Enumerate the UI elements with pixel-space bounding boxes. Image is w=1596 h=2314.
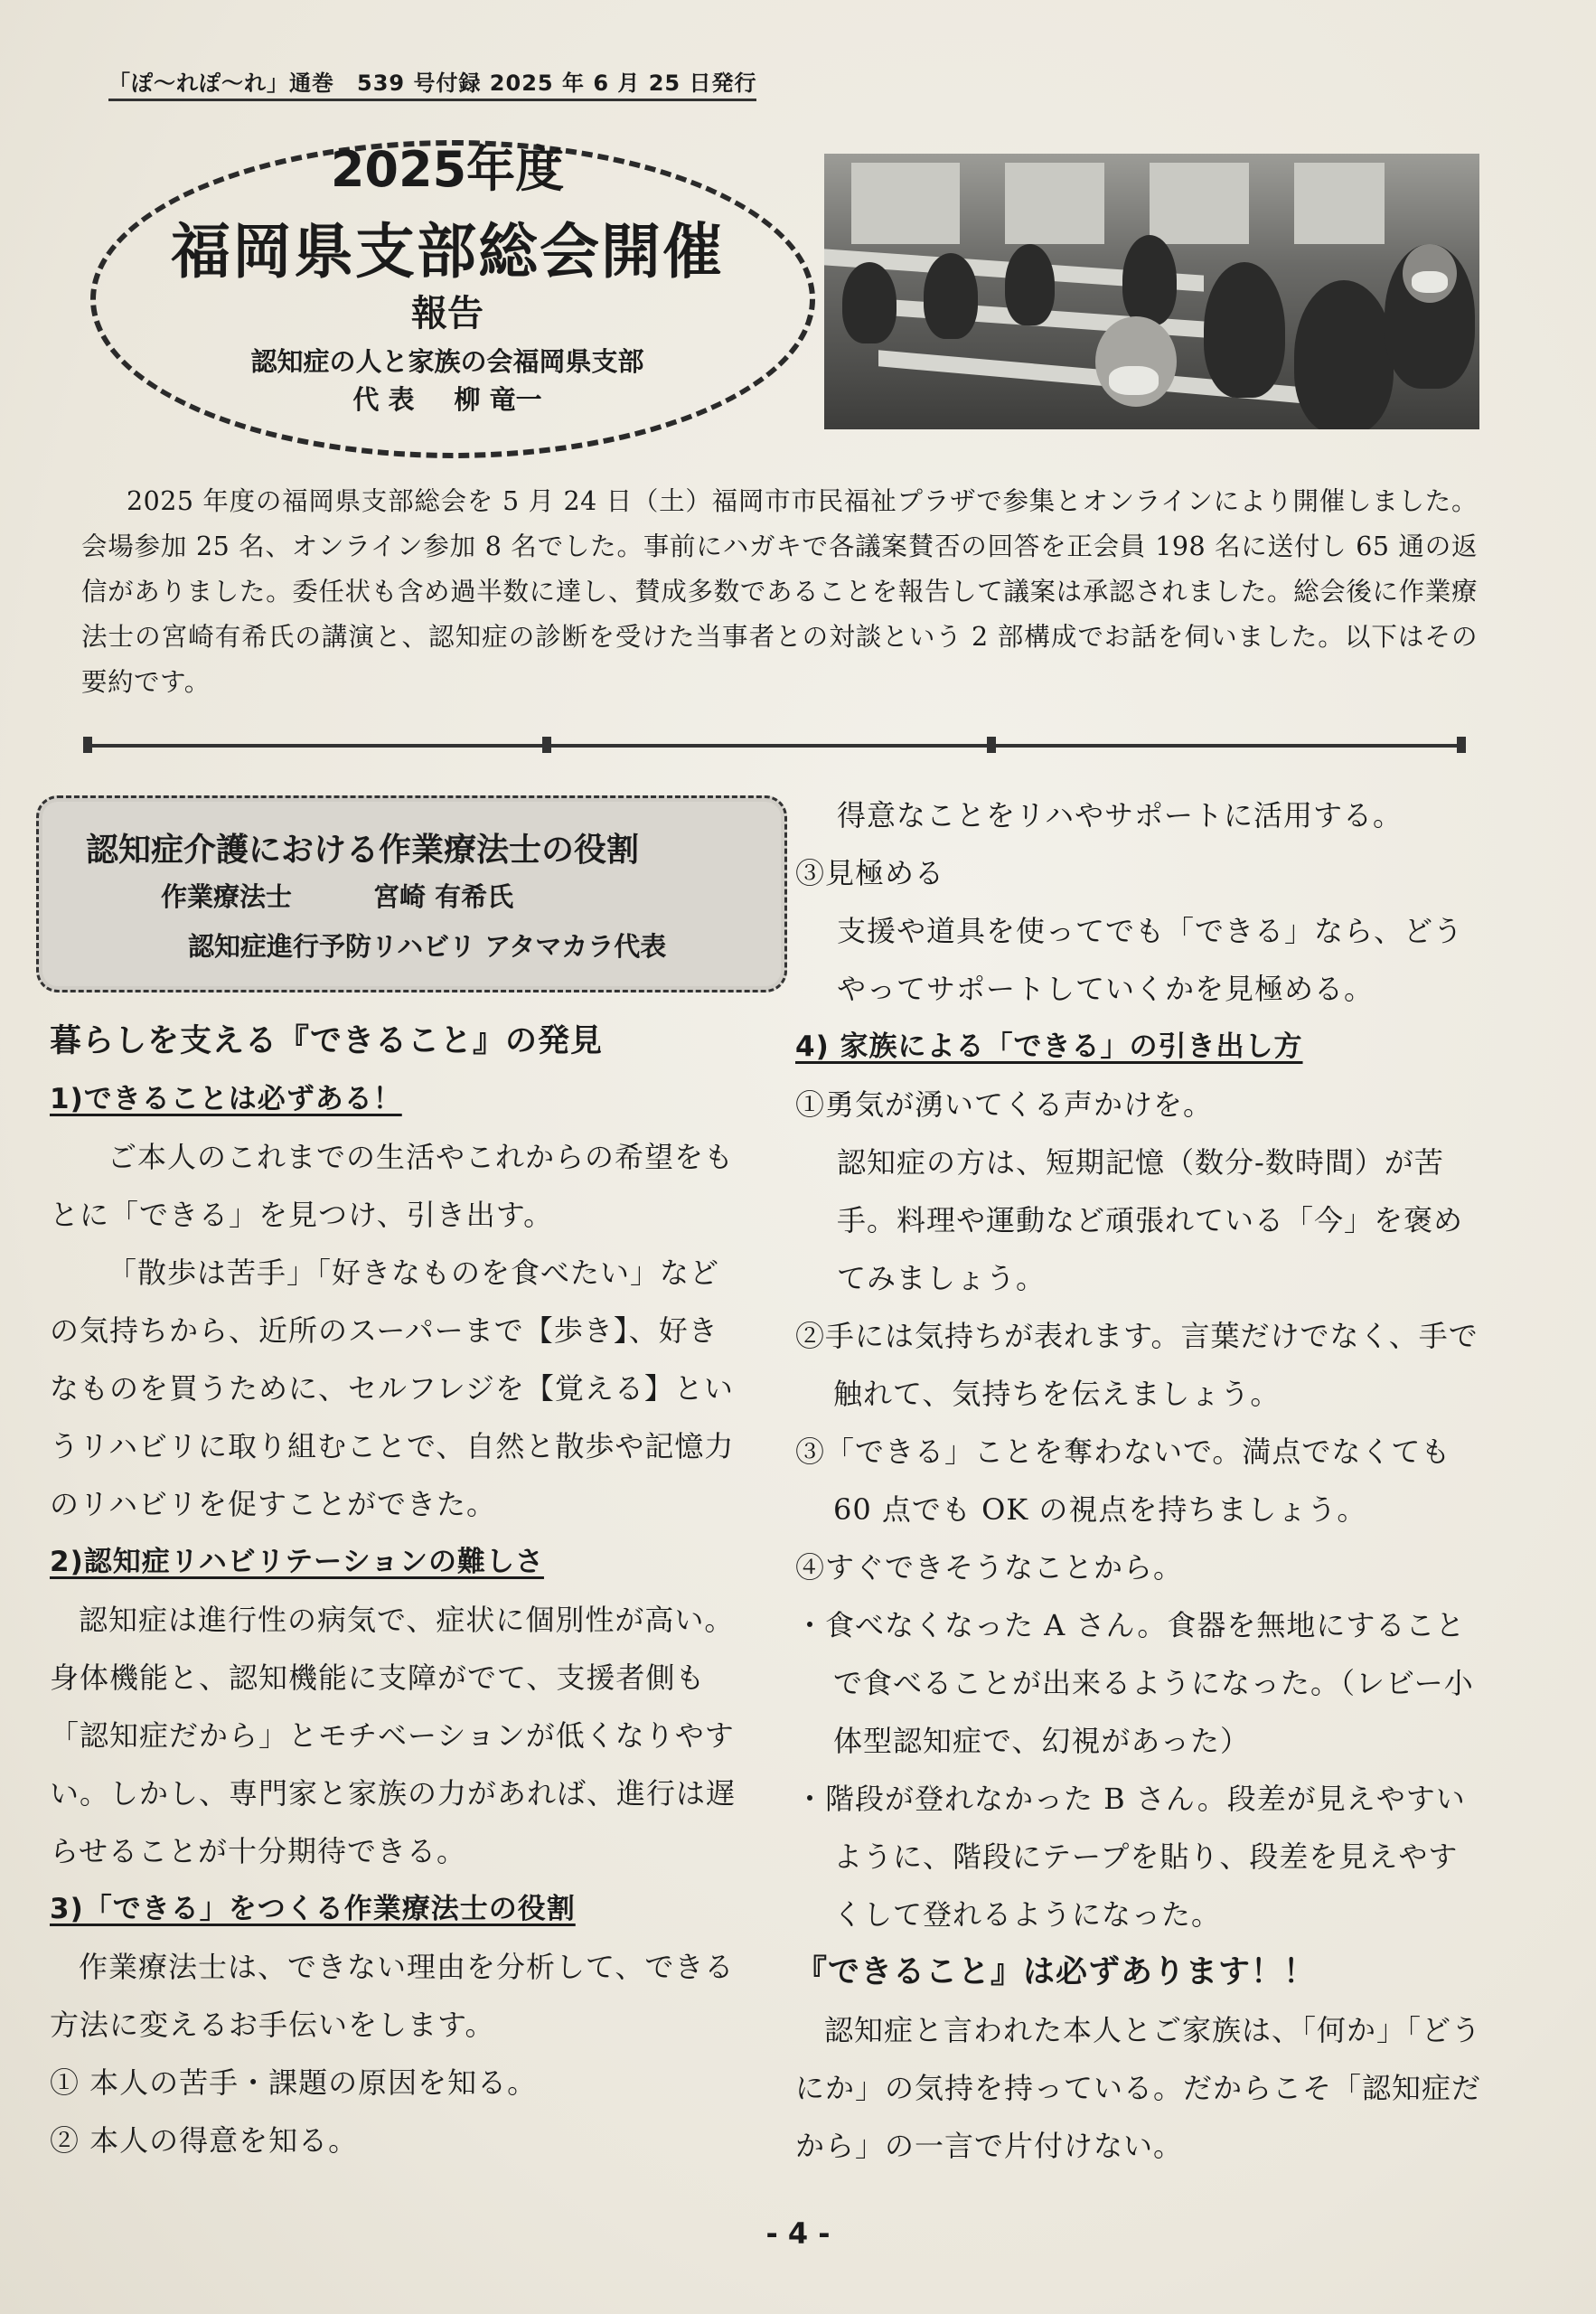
list-item: ② 本人の得意を知る。 xyxy=(50,2123,359,2158)
speaker-affiliation: 認知症進行予防リハビリ アタマカラ代表 xyxy=(188,931,667,962)
right-column xyxy=(795,786,1482,2175)
author-organization: 認知症の人と家族の会福岡県支部 xyxy=(250,346,644,377)
closing-heading: 『できること』は必ずあります！！ xyxy=(795,1954,1317,1990)
subsection-1-title: 1)できることは必ずある！ xyxy=(50,1083,402,1115)
subsection-3-title: 3)「できる」をつくる作業療法士の役割 xyxy=(50,1893,576,1925)
subsection-2-para: 認知症は進行性の病気で、症状に個別性が高い。身体機能と、認知機能に支障がでて、支援者側も「認知症だから」とモチベーションが低くなりやすい。しかし、専門家と家族の力があれば、進行は遅らせることが十分期待できる。 xyxy=(50,1603,737,1868)
intro-paragraph: 2025 年度の福岡県支部総会を 5 月 24 日（土）福岡市市民福祉プラザで参集とオンラインにより開催しました。会場参加 25 名、オンライン参加 8 名でした。事前にハガキで各議案賛否の回答を正会員 198 名に送付し 65 通の返信がありました。委任状も含め過半数に達し、賛成多数であることを報告して議案は承認されました。総会後に作業療法士の宮崎有希氏の講演と、認知症の診断を受けた当事者との対談という 2 部構成でお話を伺いました。以下はその要約です。 xyxy=(81,486,1478,697)
family-tip-1-title: ①勇気が湧いてくる声かけを。 xyxy=(795,1087,1214,1122)
item-2-continued: 得意なことをリハやサポートに活用する。 xyxy=(837,798,1404,832)
subsection-2-title: 2)認知症リハビリテーションの難しさ xyxy=(50,1546,544,1578)
section-divider xyxy=(83,744,1466,748)
family-tip-2: ②手には気持ちが表れます。言葉だけでなく、手で触れて、気持ちを伝えましょう。 xyxy=(795,1319,1479,1411)
divider-ornament-icon xyxy=(987,737,996,753)
divider-ornament-icon xyxy=(83,737,92,753)
title-subtitle: 報告 xyxy=(411,293,483,334)
title-year: 2025年度 xyxy=(330,141,565,198)
list-item: ① 本人の苦手・課題の原因を知る。 xyxy=(50,2065,538,2100)
speaker-name: 宮崎 有希氏 xyxy=(373,881,514,912)
item-3-text: 支援や道具を使ってでも「できる」なら、どうやってサポートしていくかを見極める。 xyxy=(837,914,1464,1006)
family-tip-4: ④すぐできそうなことから。 xyxy=(795,1550,1184,1585)
publication-header: 「ぽ～れぽ～れ」通巻 539 号付録 2025 年 6 月 25 日発行 xyxy=(108,65,756,101)
left-column xyxy=(50,1012,746,2169)
meeting-photo xyxy=(824,154,1479,429)
section-heading: 暮らしを支える『できること』の発見 xyxy=(50,1023,604,1059)
divider-ornament-icon xyxy=(542,737,551,753)
subsection-1-para-2: 「散歩は苦手」「好きなものを食べたい」などの気持ちから、近所のスーパーまで【歩き】、好きなものを買うために、セルフレジを【覚える】というリハビリに取り組むことで、自然と散歩や記憶力のリハビリを促すことができた。 xyxy=(50,1256,735,1521)
lecture-speaker xyxy=(161,877,513,914)
author-line xyxy=(0,380,895,417)
divider-ornament-icon xyxy=(1457,737,1466,753)
page-number: - 4 - xyxy=(765,2216,831,2251)
lecture-title: 認知症介護における作業療法士の役割 xyxy=(86,832,640,869)
author-role: 代 表 xyxy=(352,384,415,415)
subsection-3-para: 作業療法士は、できない理由を分析して、できる方法に変えるお手伝いをします。 xyxy=(50,1950,735,2042)
subsection-1-para-1: ご本人のこれまでの生活やこれからの希望をもとに「できる」を見つけ、引き出す。 xyxy=(50,1140,735,1232)
example-1: ・食べなくなった A さん。食器を無地にすることで食べることが出来るようになった。（レビー小体型認知症で、幻視があった） xyxy=(795,1608,1474,1758)
family-tip-1-text: 認知症の方は、短期記憶（数分-数時間）が苦手。料理や運動など頑張れている「今」を褒めてみましょう。 xyxy=(837,1145,1464,1295)
speaker-role: 作業療法士 xyxy=(161,881,293,912)
closing-text: 認知症と言われた本人とご家族は、「何か」「どうにか」の気持を持っている。だからこそ「認知症だから」の一言で片付けない。 xyxy=(795,2013,1482,2163)
author-name: 柳 竜一 xyxy=(454,384,542,415)
page-title: 福岡県支部総会開催 xyxy=(171,217,724,287)
item-3-title: ③見極める xyxy=(795,856,945,890)
subsection-4-title: 4) 家族による「できる」の引き出し方 xyxy=(795,1030,1303,1063)
example-2: ・階段が登れなかった B さん。段差が見えやすいように、階段にテープを貼り、段差を見えやすくして登れるようになった。 xyxy=(795,1782,1466,1932)
family-tip-3: ③「できる」ことを奪わないで。満点でなくても 60 点でも OK の視点を持ちましょう。 xyxy=(795,1434,1451,1527)
